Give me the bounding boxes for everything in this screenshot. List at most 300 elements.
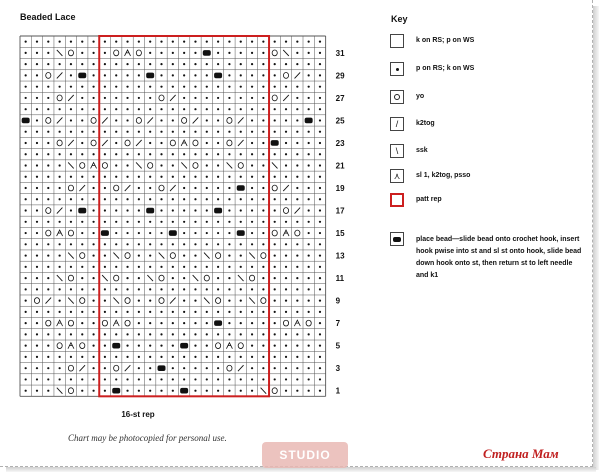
purl-dot (251, 288, 253, 290)
purl-dot (285, 198, 287, 200)
purl-dot (240, 356, 242, 358)
purl-dot (138, 367, 140, 369)
purl-dot (262, 153, 264, 155)
row-number: 5 (335, 341, 341, 351)
purl-dot (308, 142, 310, 144)
purl-dot (217, 356, 219, 358)
bead-symbol (112, 343, 120, 349)
bead-symbol (146, 73, 154, 79)
purl-dot (251, 86, 253, 88)
purl-dot (319, 367, 321, 369)
purl-dot (59, 221, 61, 223)
purl-dot (274, 221, 276, 223)
purl-dot (217, 288, 219, 290)
purl-dot (251, 266, 253, 268)
purl-dot (296, 345, 298, 347)
ssk-symbol (283, 50, 289, 56)
yo-symbol (102, 320, 107, 326)
purl-dot (183, 378, 185, 380)
purl-dot (126, 209, 128, 211)
purl-dot (92, 243, 94, 245)
purl-dot (274, 254, 276, 256)
purl-dot (319, 221, 321, 223)
purl-dot (308, 97, 310, 99)
purl-dot (160, 243, 162, 245)
purl-dot (285, 345, 287, 347)
purl-dot (149, 142, 151, 144)
purl-dot (206, 41, 208, 43)
purl-dot (217, 108, 219, 110)
purl-dot (149, 198, 151, 200)
row-number: 31 (335, 48, 345, 58)
k2tog-symbol (102, 140, 108, 146)
purl-dot (240, 333, 242, 335)
purl-dot (36, 86, 38, 88)
purl-dot (240, 243, 242, 245)
purl-dot (160, 333, 162, 335)
purl-dot (228, 198, 230, 200)
purl-dot (92, 131, 94, 133)
purl-dot (25, 176, 27, 178)
yo-symbol (46, 320, 51, 326)
yo-symbol (68, 185, 73, 191)
purl-dot (308, 41, 310, 43)
purl-dot (104, 390, 106, 392)
yo-symbol (170, 253, 175, 259)
purl-dot (194, 108, 196, 110)
purl-dot (81, 333, 83, 335)
k2tog-symbol (170, 95, 176, 101)
row-number: 7 (335, 319, 341, 329)
k2tog-symbol (102, 117, 108, 123)
purl-dot (25, 367, 27, 369)
yo-symbol (159, 298, 164, 304)
purl-dot (285, 356, 287, 358)
purl-dot (296, 153, 298, 155)
purl-dot (25, 378, 27, 380)
purl-dot (308, 345, 310, 347)
purl-dot (160, 86, 162, 88)
purl-dot (25, 198, 27, 200)
purl-dot (47, 41, 49, 43)
ssk-symbol (238, 275, 244, 281)
purl-dot (115, 333, 117, 335)
purl-dot (296, 108, 298, 110)
purl-dot (206, 266, 208, 268)
purl-dot (126, 277, 128, 279)
purl-dot (285, 108, 287, 110)
purl-dot (92, 356, 94, 358)
purl-dot (149, 176, 151, 178)
purl-dot (25, 221, 27, 223)
purl-dot (262, 74, 264, 76)
purl-dot (217, 131, 219, 133)
purl-dot (47, 187, 49, 189)
purl-dot (25, 187, 27, 189)
key-label-sl1k2togpsso: sl 1, k2tog, psso (416, 172, 471, 179)
purl-dot (25, 153, 27, 155)
purl-dot (160, 221, 162, 223)
watermark-text: Страна Мам (483, 446, 559, 461)
purl-dot (206, 345, 208, 347)
purl-dot (206, 333, 208, 335)
purl-dot (296, 86, 298, 88)
purl-dot (194, 63, 196, 65)
yo-symbol (216, 298, 221, 304)
purl-dot (217, 176, 219, 178)
purl-dot (183, 131, 185, 133)
purl-dot (47, 63, 49, 65)
row-number: 3 (335, 364, 341, 374)
purl-dot (206, 97, 208, 99)
purl-dot (183, 288, 185, 290)
purl-dot (296, 378, 298, 380)
purl-dot (59, 176, 61, 178)
purl-dot (251, 63, 253, 65)
purl-dot (251, 311, 253, 313)
purl-dot (138, 86, 140, 88)
purl-dot (36, 108, 38, 110)
purl-dot (104, 300, 106, 302)
purl-dot (160, 378, 162, 380)
purl-dot (251, 232, 253, 234)
purl-dot (217, 142, 219, 144)
purl-dot (228, 254, 230, 256)
purl-dot (47, 311, 49, 313)
purl-dot (296, 142, 298, 144)
k2tog-symbol (79, 365, 85, 371)
purl-dot (206, 153, 208, 155)
purl-dot (296, 187, 298, 189)
yo-symbol (227, 140, 232, 146)
purl-dot (104, 97, 106, 99)
purl-dot (240, 300, 242, 302)
purl-dot (228, 322, 230, 324)
purl-dot (217, 232, 219, 234)
ssk-symbol (204, 253, 210, 259)
k2tog-symbol (238, 365, 244, 371)
purl-dot (36, 131, 38, 133)
purl-dot (47, 131, 49, 133)
purl-dot (104, 266, 106, 268)
purl-dot (251, 52, 253, 54)
purl-dot (115, 108, 117, 110)
purl-dot (262, 221, 264, 223)
purl-dot (308, 187, 310, 189)
ssk-symbol (102, 275, 108, 281)
purl-dot (274, 277, 276, 279)
purl-dot (228, 86, 230, 88)
purl-dot (149, 367, 151, 369)
sl1-k2tog-psso-symbol (113, 320, 119, 326)
purl-dot (296, 221, 298, 223)
sl1-k2tog-psso-symbol (226, 343, 232, 349)
purl-dot (138, 176, 140, 178)
purl-dot (47, 164, 49, 166)
purl-dot (251, 333, 253, 335)
yo-symbol (216, 253, 221, 259)
purl-dot (115, 86, 117, 88)
purl-dot (319, 41, 321, 43)
purl-dot (25, 266, 27, 268)
purl-dot (149, 131, 151, 133)
purl-dot (228, 390, 230, 392)
purl-dot (183, 266, 185, 268)
yo-symbol (283, 208, 288, 214)
purl-dot (228, 97, 230, 99)
purl-dot (25, 41, 27, 43)
purl-dot (47, 108, 49, 110)
k2tog-symbol (79, 185, 85, 191)
ssk-symbol (249, 253, 255, 259)
yo-symbol (249, 275, 254, 281)
key-label-ssk: ssk (416, 147, 428, 154)
yo-symbol (261, 298, 266, 304)
yo-symbol (272, 185, 277, 191)
purl-dot (47, 254, 49, 256)
purl-dot (92, 41, 94, 43)
purl-dot (262, 311, 264, 313)
purl-dot (172, 176, 174, 178)
purl-dot (138, 198, 140, 200)
purl-dot (194, 300, 196, 302)
purl-dot (262, 356, 264, 358)
purl-dot (319, 311, 321, 313)
purl-dot (126, 232, 128, 234)
purl-dot (228, 378, 230, 380)
bead-symbol (101, 230, 109, 236)
purl-dot (206, 311, 208, 313)
purl-dot (319, 52, 321, 54)
purl-dot (296, 176, 298, 178)
purl-dot (160, 108, 162, 110)
row-number: 23 (335, 138, 345, 148)
purl-dot (296, 131, 298, 133)
yo-symbol (261, 253, 266, 259)
purl-dot (194, 74, 196, 76)
purl-dot (251, 390, 253, 392)
purl-dot (81, 63, 83, 65)
purl-dot (308, 86, 310, 88)
purl-dot (274, 86, 276, 88)
purl-dot (25, 142, 27, 144)
purl-dot (240, 221, 242, 223)
purl-dot (296, 277, 298, 279)
purl-dot (262, 322, 264, 324)
purl-dot (240, 176, 242, 178)
purl-dot (240, 97, 242, 99)
purl-dot (228, 209, 230, 211)
purl-dot (36, 345, 38, 347)
purl-dot (285, 41, 287, 43)
purl-dot (251, 119, 253, 121)
purl-dot (138, 356, 140, 358)
purl-dot (206, 356, 208, 358)
purl-dot (25, 97, 27, 99)
purl-dot (240, 41, 242, 43)
purl-dot (285, 86, 287, 88)
yo-symbol (216, 343, 221, 349)
purl-dot (92, 288, 94, 290)
purl-dot (149, 108, 151, 110)
purl-dot (228, 300, 230, 302)
purl-dot (319, 288, 321, 290)
sl1-k2tog-psso-symbol (68, 343, 74, 349)
row-number: 19 (335, 184, 345, 194)
purl-dot (25, 74, 27, 76)
purl-dot (183, 277, 185, 279)
ssk-symbol (57, 50, 63, 56)
purl-dot (70, 288, 72, 290)
purl-dot (81, 243, 83, 245)
yo-symbol (295, 230, 300, 236)
purl-dot (115, 97, 117, 99)
purl-dot (308, 378, 310, 380)
purl-dot (160, 131, 162, 133)
purl-dot (206, 378, 208, 380)
purl-dot (138, 74, 140, 76)
purl-dot (160, 322, 162, 324)
purl-dot (47, 142, 49, 144)
yo-symbol (46, 118, 51, 124)
purl-dot (319, 63, 321, 65)
purl-dot (262, 52, 264, 54)
yo-symbol (125, 253, 130, 259)
purl-dot (47, 277, 49, 279)
purl-dot (274, 243, 276, 245)
purl-dot (115, 356, 117, 358)
yo-symbol (68, 365, 73, 371)
purl-dot (183, 254, 185, 256)
purl-dot (319, 86, 321, 88)
purl-dot (115, 131, 117, 133)
yo-symbol (68, 275, 73, 281)
purl-dot (138, 131, 140, 133)
purl-dot (274, 356, 276, 358)
purl-dot (160, 311, 162, 313)
purl-dot (308, 300, 310, 302)
purl-dot (308, 108, 310, 110)
purl-dot (70, 266, 72, 268)
purl-dot (274, 345, 276, 347)
yo-symbol (306, 320, 311, 326)
purl-dot (59, 131, 61, 133)
purl-dot (194, 97, 196, 99)
purl-dot (206, 119, 208, 121)
key-ssk-icon: \ (390, 144, 404, 158)
sl1-k2tog-psso-symbol (283, 230, 289, 236)
purl-dot (115, 119, 117, 121)
purl-dot (206, 108, 208, 110)
purl-dot (59, 198, 61, 200)
purl-dot (104, 311, 106, 313)
purl-dot (308, 288, 310, 290)
purl-dot (206, 176, 208, 178)
k2tog-symbol (57, 208, 63, 214)
purl-dot (70, 311, 72, 313)
key-label-yo: yo (416, 93, 425, 100)
purl-dot (251, 74, 253, 76)
bead-symbol (78, 73, 86, 79)
purl-dot (70, 356, 72, 358)
purl-dot (47, 288, 49, 290)
yo-symbol (68, 388, 73, 394)
purl-dot (70, 131, 72, 133)
yo-symbol (57, 95, 62, 101)
purl-dot (319, 108, 321, 110)
purl-dot (149, 41, 151, 43)
purl-dot (319, 378, 321, 380)
purl-dot (194, 131, 196, 133)
k2tog-symbol (136, 140, 142, 146)
yo-symbol (159, 275, 164, 281)
purl-dot (228, 74, 230, 76)
purl-dot (228, 176, 230, 178)
purl-dot (126, 390, 128, 392)
purl-dot (149, 266, 151, 268)
purl-dot (36, 176, 38, 178)
purl-dot (149, 86, 151, 88)
purl-dot (126, 243, 128, 245)
ssk-symbol (68, 253, 74, 259)
purl-dot (25, 209, 27, 211)
purl-dot (25, 254, 27, 256)
key-knit-icon (390, 34, 404, 48)
purl-dot (296, 333, 298, 335)
purl-dot (25, 311, 27, 313)
key-label-knit: k on RS; p on WS (416, 37, 475, 44)
purl-dot (149, 52, 151, 54)
purl-dot (183, 209, 185, 211)
purl-dot (160, 164, 162, 166)
sl1-k2tog-psso-symbol (57, 320, 63, 326)
k2tog-symbol (147, 117, 153, 123)
row-number: 17 (335, 206, 345, 216)
purl-dot (36, 142, 38, 144)
purl-dot (160, 63, 162, 65)
purl-dot (149, 254, 151, 256)
purl-dot (251, 164, 253, 166)
purl-dot (47, 86, 49, 88)
purl-dot (285, 390, 287, 392)
k2tog-symbol (283, 185, 289, 191)
purl-dot (59, 108, 61, 110)
purl-dot (104, 86, 106, 88)
purl-dot (104, 198, 106, 200)
purl-dot (240, 108, 242, 110)
purl-dot (319, 232, 321, 234)
purl-dot (319, 131, 321, 133)
purl-dot (70, 86, 72, 88)
purl-dot (36, 209, 38, 211)
purl-dot (296, 356, 298, 358)
purl-dot (138, 311, 140, 313)
purl-dot (183, 52, 185, 54)
purl-dot (47, 176, 49, 178)
purl-dot (160, 209, 162, 211)
purl-dot (115, 41, 117, 43)
purl-dot (251, 243, 253, 245)
purl-dot (194, 266, 196, 268)
purl-dot (251, 97, 253, 99)
purl-dot (47, 97, 49, 99)
purl-dot (81, 176, 83, 178)
purl-dot (126, 108, 128, 110)
purl-dot (115, 288, 117, 290)
purl-dot (194, 345, 196, 347)
purl-dot (36, 277, 38, 279)
purl-dot (308, 153, 310, 155)
